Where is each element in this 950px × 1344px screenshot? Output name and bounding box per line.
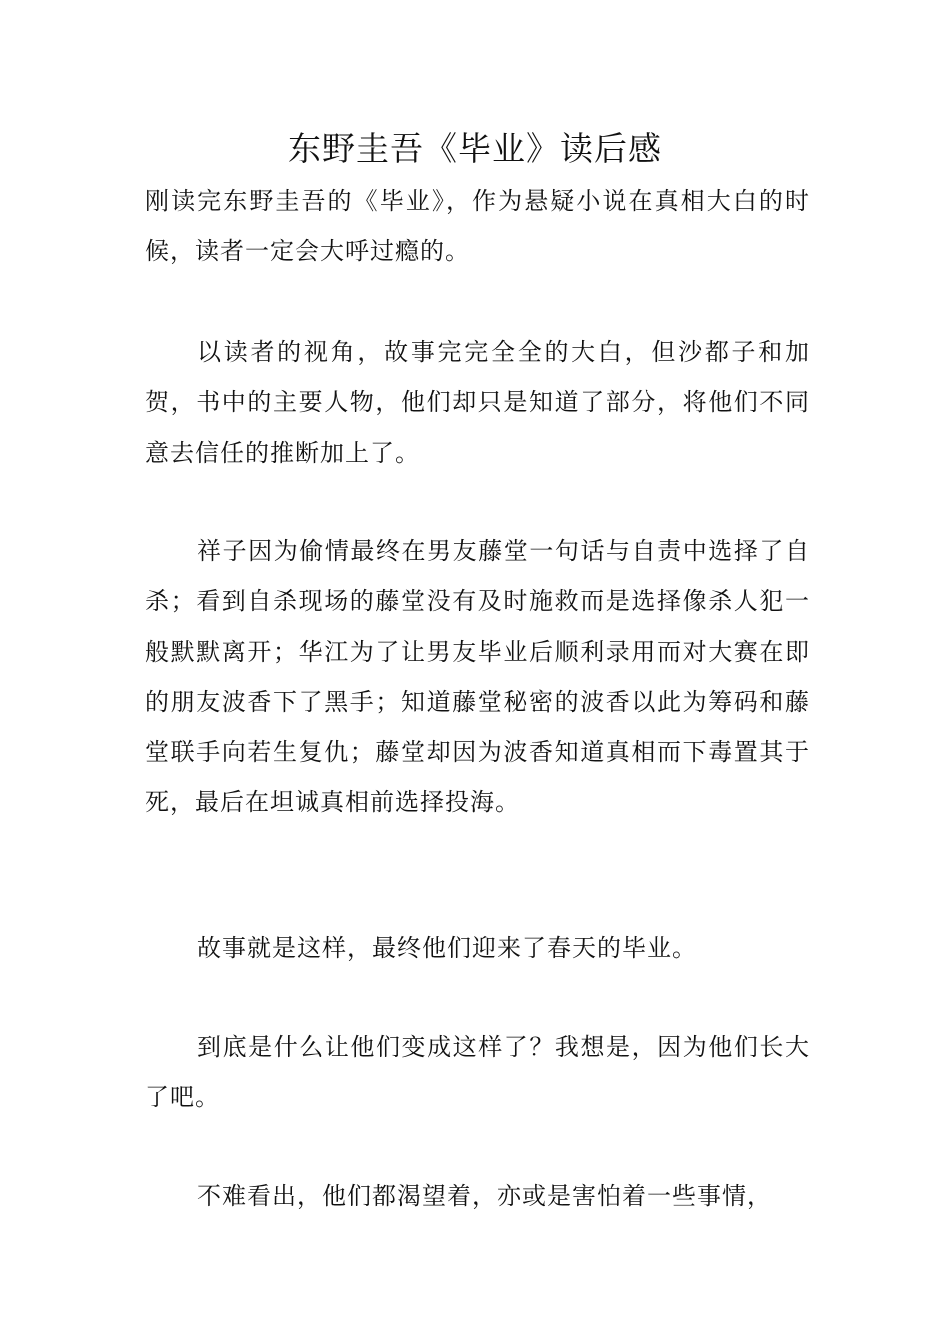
paragraph-1: 刚读完东野圭吾的《毕业》，作为悬疑小说在真相大白的时候，读者一定会大呼过瘾的。 [145,187,810,266]
paragraph-3: 祥子因为偷情最终在男友藤堂一句话与自责中选择了自杀；看到自杀现场的藤堂没有及时施救而是选择像杀人犯一般默默离开；华江为了让男友毕业后顺利录用而对大赛在即的朋友波香下了黑手；知道藤堂秘密的波香以此为筹码和藤堂联手向若生复仇；藤堂却因为波香知道真相而下毒置其于死，最后在坦诚真相前选择投海。 [145,537,810,817]
paragraph-4: 故事就是这样，最终他们迎来了春天的毕业。 [197,934,697,962]
paragraph-2: 以读者的视角，故事完完全全的大白，但沙都子和加贺，书中的主要人物，他们却只是知道了部分，将他们不同意去信任的推断加上了。 [145,338,810,467]
document-title: 东野圭吾《毕业》读后感 [288,129,662,168]
paragraph-5: 到底是什么让他们变成这样了？我想是，因为他们长大了吧。 [145,1033,810,1112]
paragraph-6: 不难看出，他们都渴望着，亦或是害怕着一些事情， [197,1182,772,1210]
